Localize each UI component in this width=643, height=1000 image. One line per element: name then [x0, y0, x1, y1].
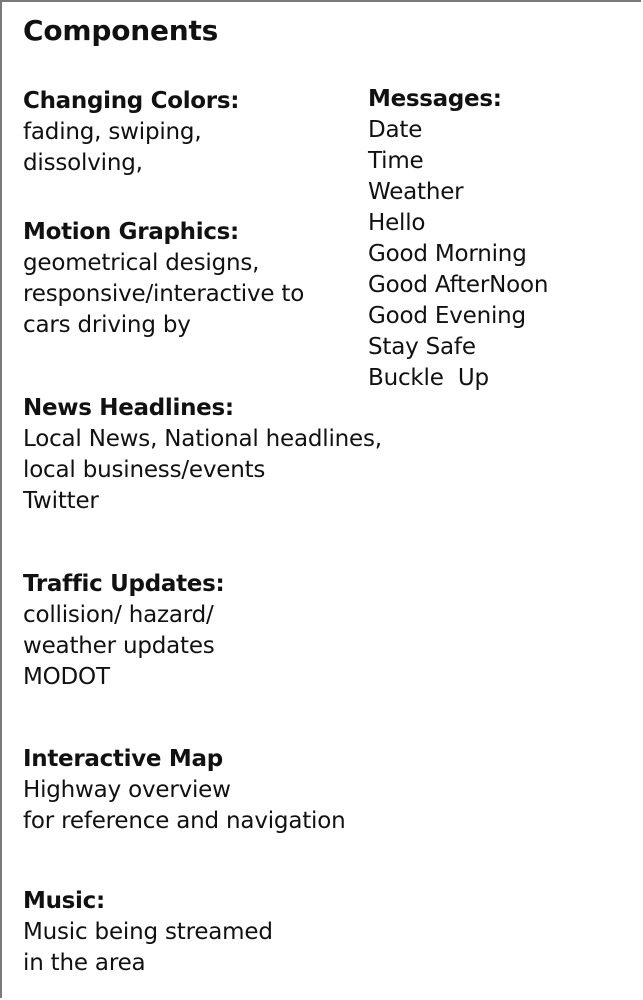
- section-line: weather updates: [23, 633, 215, 659]
- message-item: Good Evening: [368, 303, 526, 329]
- section-news-headlines: [23, 393, 382, 517]
- section-line: in the area: [23, 950, 146, 976]
- section-line: Twitter: [23, 488, 99, 514]
- section-messages: [368, 84, 548, 394]
- section-line: collision/ hazard/: [23, 602, 214, 628]
- message-item: Good AfterNoon: [368, 272, 549, 298]
- section-line: geometrical designs,: [23, 250, 260, 276]
- section-line: MODOT: [23, 664, 110, 690]
- section-traffic-updates: [23, 569, 224, 693]
- section-heading: Interactive Map: [23, 746, 223, 772]
- message-item: Hello: [368, 210, 426, 236]
- section-line: Highway overview: [23, 777, 231, 803]
- section-line: dissolving,: [23, 150, 143, 176]
- section-heading: Messages:: [368, 86, 502, 112]
- message-item: Weather: [368, 179, 464, 205]
- section-interactive-map: [23, 744, 345, 837]
- section-music: [23, 886, 273, 979]
- message-item: Good Morning: [368, 241, 527, 267]
- message-item: Buckle Up: [368, 365, 489, 391]
- section-heading: News Headlines:: [23, 395, 234, 421]
- message-item: Stay Safe: [368, 334, 476, 360]
- section-heading: Changing Colors:: [23, 88, 240, 114]
- message-item: Time: [368, 148, 424, 174]
- section-heading: Traffic Updates:: [23, 571, 225, 597]
- section-line: Local News, National headlines,: [23, 426, 382, 452]
- section-motion-graphics: [23, 217, 304, 341]
- section-line: responsive/interactive to: [23, 281, 305, 307]
- section-changing-colors: [23, 86, 239, 179]
- message-item: Date: [368, 117, 423, 143]
- section-heading: Motion Graphics:: [23, 219, 239, 245]
- section-line: cars driving by: [23, 312, 191, 338]
- section-line: fading, swiping,: [23, 119, 202, 145]
- section-line: local business/events: [23, 457, 266, 483]
- section-line: Music being streamed: [23, 919, 273, 945]
- section-heading: Music:: [23, 888, 105, 914]
- page-title: Components: [23, 14, 219, 47]
- section-line: for reference and navigation: [23, 808, 346, 834]
